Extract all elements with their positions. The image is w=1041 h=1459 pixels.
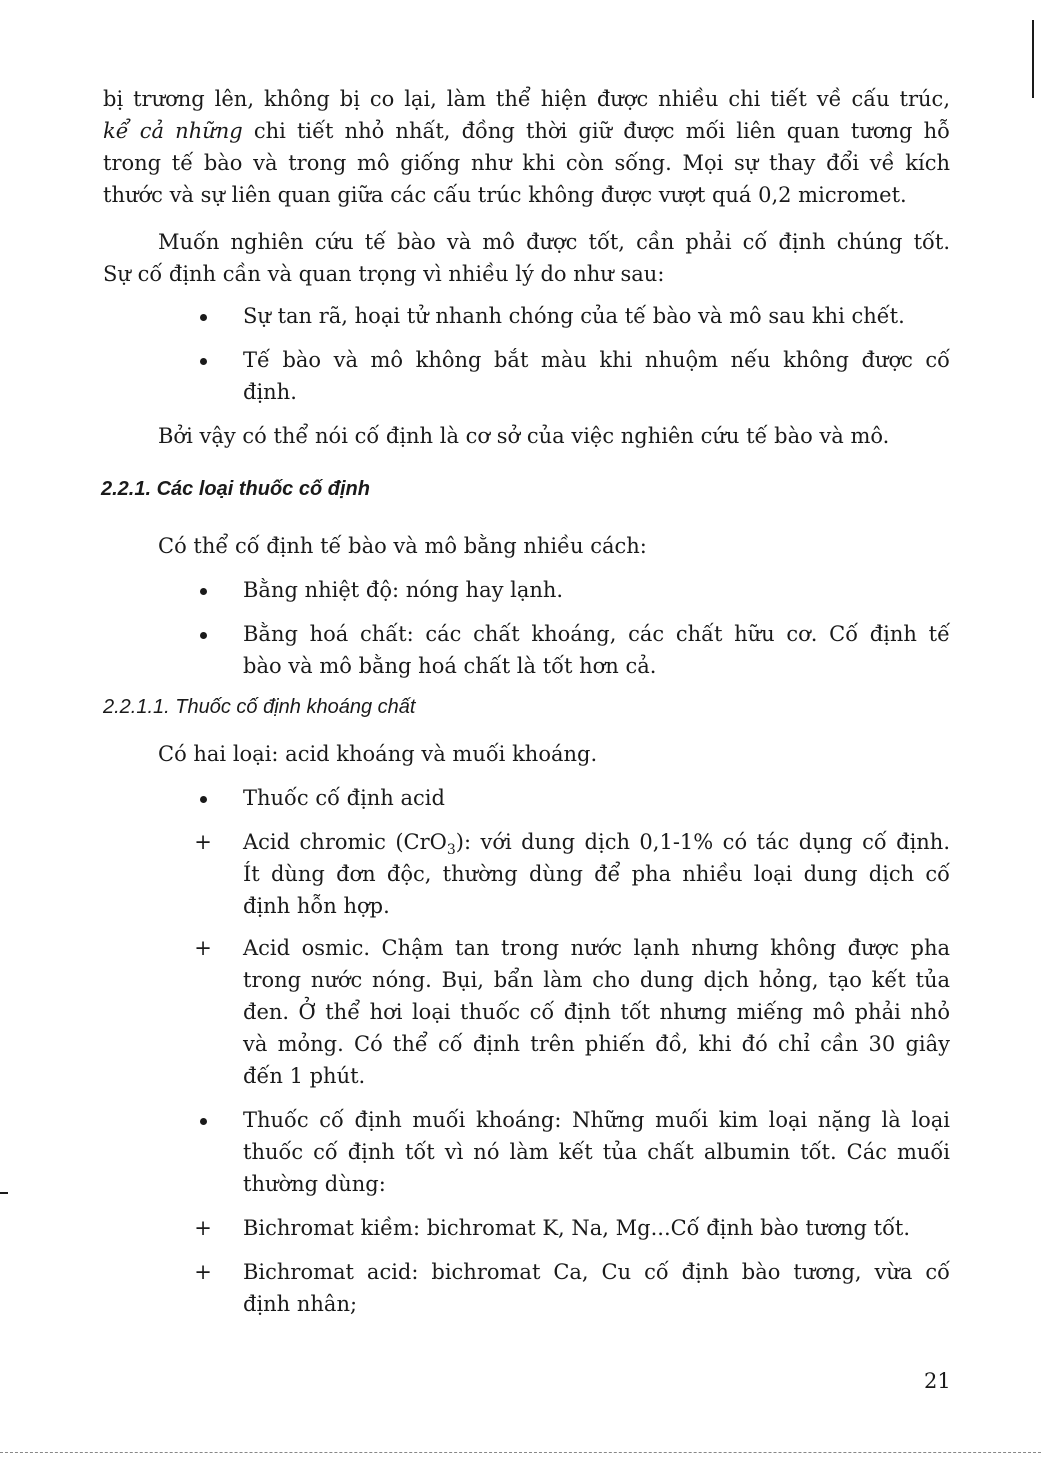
- section-2211-title: 2.2.1.1. Thuốc cố định khoáng chất: [103, 696, 416, 718]
- method-item-2-line-1: Bằng hoá chất: các chất khoáng, các chất hữu cơ. Cố định tế: [243, 622, 950, 646]
- bullet-dot: [200, 796, 207, 803]
- intro-line-4: thước và sự liên quan giữa các cấu trúc không được vượt quá 0,2 micromet.: [103, 183, 907, 207]
- bichromat-acid-line-1: Bichromat acid: bichromat Ca, Cu cố định bào tương, vừa cố: [243, 1260, 950, 1284]
- plus-marker: +: [194, 830, 212, 854]
- bullet-dot: [200, 632, 207, 639]
- left-edge-mark: [0, 1192, 8, 1194]
- bullet-dot: [200, 1118, 207, 1125]
- para2-line-1: Muốn nghiên cứu tế bào và mô được tốt, cần phải cố định chúng tốt.: [158, 230, 950, 254]
- section-2211-intro: Có hai loại: acid khoáng và muối khoáng.: [158, 742, 598, 766]
- intro-line-1: bị trương lên, không bị co lại, làm thể hiện được nhiều chi tiết về cấu trúc,: [103, 87, 950, 111]
- intro-line-2-rest: chi tiết nhỏ nhất, đồng thời giữ được mối liên quan tương hỗ: [242, 119, 950, 143]
- bichromat-acid-line-2: định nhân;: [243, 1292, 358, 1316]
- chromic-line-2: Ít dùng đơn độc, thường dùng để pha nhiều loại dung dịch cố: [243, 862, 950, 886]
- section-221-title: 2.2.1. Các loại thuốc cố định: [101, 478, 370, 500]
- bottom-scan-line: [0, 1452, 1041, 1453]
- bullet-dot: [200, 314, 207, 321]
- plus-marker: +: [194, 936, 212, 960]
- bullet-dot: [200, 588, 207, 595]
- chromic-formula-rest: ): với dung dịch 0,1-1% có tác dụng cố định.: [455, 830, 951, 854]
- bullet-marker: [193, 574, 213, 606]
- reason-item-2-line-1: Tế bào và mô không bắt màu khi nhuộm nếu không được cố: [243, 348, 950, 372]
- osmic-line-5: đến 1 phút.: [243, 1064, 366, 1088]
- intro-line-2: [103, 115, 950, 147]
- page-number: 21: [924, 1369, 951, 1393]
- bullet-dot: [200, 358, 207, 365]
- osmic-line-3: đen. Ở thể hơi loại thuốc cố định tốt nhưng miếng mô phải nhỏ: [243, 1000, 950, 1024]
- osmic-line-4: và mỏng. Có thể cố định trên phiến đồ, khi đó chỉ cần 30 giây: [243, 1032, 950, 1056]
- method-item-1: Bằng nhiệt độ: nóng hay lạnh.: [243, 578, 564, 602]
- acid-fixative-heading: Thuốc cố định acid: [243, 786, 445, 810]
- reason-item-2-line-2: định.: [243, 380, 297, 404]
- salt-line-3: thường dùng:: [243, 1172, 386, 1196]
- reason-item-1: Sự tan rã, hoại tử nhanh chóng của tế bào và mô sau khi chết.: [243, 304, 905, 328]
- osmic-line-2: trong nước nóng. Bụi, bẩn làm cho dung dịch hỏng, tạo kết tủa: [243, 968, 950, 992]
- bichromat-kiem: Bichromat kiềm: bichromat K, Na, Mg...Cố định bào tương tốt.: [243, 1216, 911, 1240]
- bullet-marker: [193, 300, 213, 332]
- chromic-formula-prefix: Acid chromic (CrO: [243, 830, 447, 854]
- plus-marker: +: [194, 1216, 212, 1240]
- bullet-marker: [193, 1104, 213, 1136]
- osmic-line-1: Acid osmic. Chậm tan trong nước lạnh nhưng không được pha: [243, 936, 950, 960]
- bullet-marker: [193, 782, 213, 814]
- bullet-marker: [193, 344, 213, 376]
- right-edge-mark: [1032, 20, 1034, 98]
- plus-marker: +: [194, 1260, 212, 1284]
- salt-line-1: Thuốc cố định muối khoáng: Những muối kim loại nặng là loại: [243, 1108, 950, 1132]
- para2-line-2: Sự cố định cần và quan trọng vì nhiều lý do như sau:: [103, 262, 665, 286]
- intro-italic-phrase: kể cả những: [103, 119, 243, 143]
- section-221-intro: Có thể cố định tế bào và mô bằng nhiều cách:: [158, 534, 647, 558]
- chromic-line-3: định hỗn hợp.: [243, 894, 390, 918]
- conclusion: Bởi vậy có thể nói cố định là cơ sở của việc nghiên cứu tế bào và mô.: [158, 424, 890, 448]
- bullet-marker: [193, 618, 213, 650]
- method-item-2-line-2: bào và mô bằng hoá chất là tốt hơn cả.: [243, 654, 657, 678]
- intro-line-3: trong tế bào và trong mô giống như khi còn sống. Mọi sự thay đổi về kích: [103, 151, 950, 175]
- chromic-subscript: 3: [446, 842, 456, 859]
- salt-line-2: thuốc cố định tốt vì nó làm kết tủa chất albumin tốt. Các muối: [243, 1140, 950, 1164]
